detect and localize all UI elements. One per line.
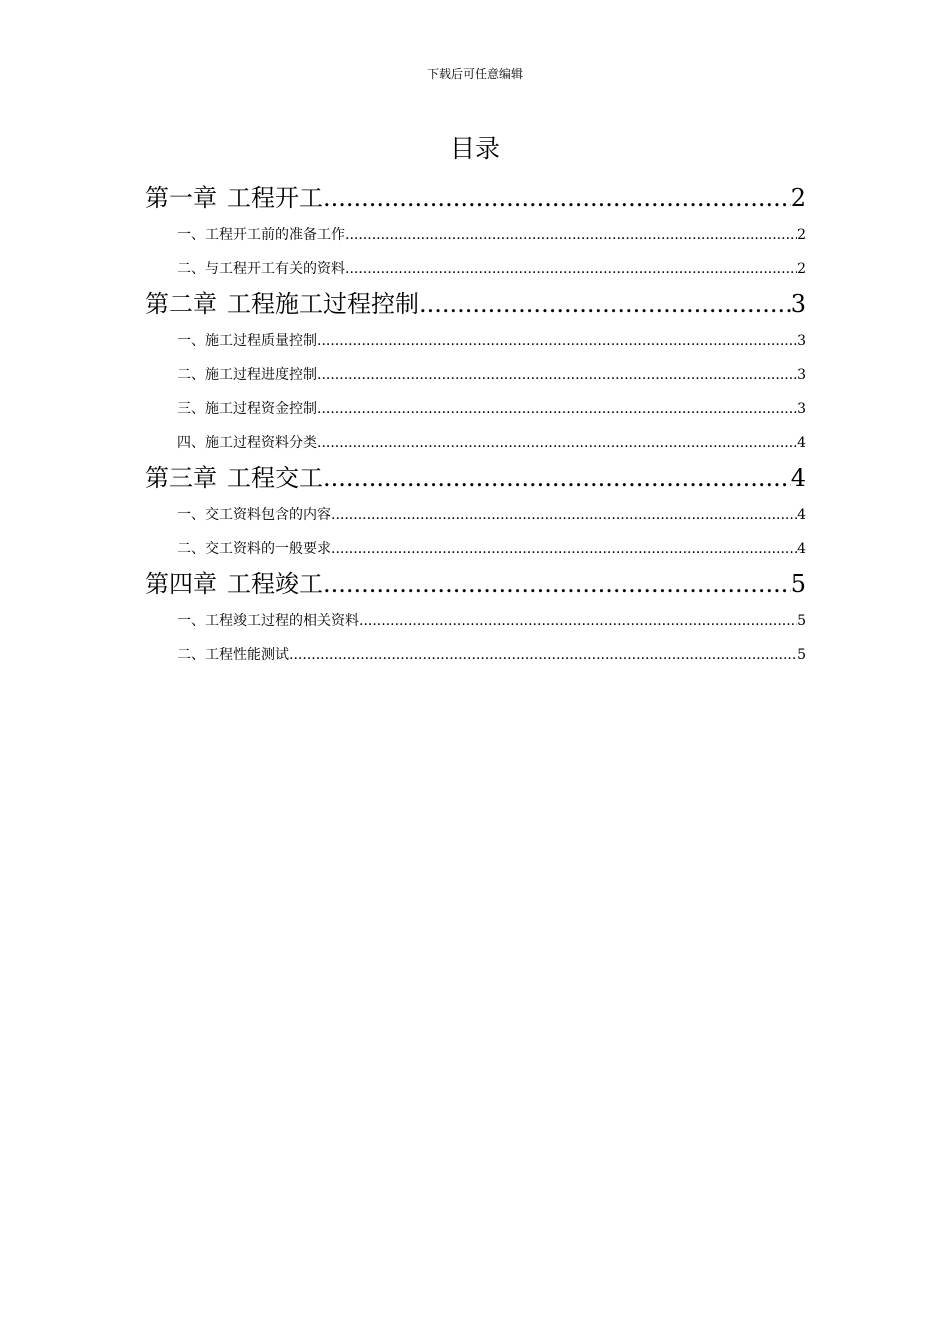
toc-section[interactable]: [145, 324, 806, 358]
chapter-page-number: 5: [790, 570, 806, 598]
dot-leader: [289, 638, 797, 672]
section-page-number: 5: [797, 613, 806, 629]
section-page-number: 2: [797, 261, 806, 277]
section-number: 二、: [177, 541, 205, 557]
toc-title: 目录: [449, 134, 500, 163]
section-title: 施工过程进度控制: [205, 367, 317, 383]
section-page-number: 5: [797, 647, 806, 663]
chapter-title: 工程开工: [227, 184, 323, 212]
chapter-page-number: 4: [790, 464, 806, 492]
section-number: 一、: [177, 333, 205, 349]
chapter-number: 第四章: [145, 570, 217, 598]
toc-chapter-4[interactable]: [145, 566, 806, 602]
section-number: 一、: [177, 613, 205, 629]
chapter-page-number: 2: [790, 184, 806, 212]
toc-section[interactable]: [145, 218, 806, 252]
section-title: 工程开工前的准备工作: [205, 227, 345, 243]
section-page-number: 3: [797, 333, 806, 349]
section-number: 一、: [177, 227, 205, 243]
dot-leader: [331, 498, 797, 532]
toc-chapter-3[interactable]: [145, 460, 806, 496]
section-title: 交工资料的一般要求: [205, 541, 331, 557]
toc-section[interactable]: [145, 638, 806, 672]
toc-section[interactable]: [145, 252, 806, 286]
section-number: 四、: [177, 435, 205, 451]
toc-chapter-2[interactable]: [145, 286, 806, 322]
chapter-title: 工程交工: [227, 464, 323, 492]
section-page-number: 2: [797, 227, 806, 243]
dot-leader: [323, 566, 791, 602]
chapter-title: 工程竣工: [227, 570, 323, 598]
chapter-title: 工程施工过程控制: [227, 290, 419, 318]
section-number: 一、: [177, 507, 205, 523]
dot-leader: [317, 392, 797, 426]
chapter-number: 第三章: [145, 464, 217, 492]
dot-leader: [317, 324, 797, 358]
dot-leader: [419, 286, 791, 322]
chapter-page-number: 3: [790, 290, 806, 318]
toc-section[interactable]: [145, 358, 806, 392]
section-number: 二、: [177, 647, 205, 663]
section-number: 二、: [177, 261, 205, 277]
toc-section[interactable]: [145, 426, 806, 460]
section-title: 工程性能测试: [205, 647, 289, 663]
section-number: 二、: [177, 367, 205, 383]
toc-section[interactable]: [145, 498, 806, 532]
section-title: 工程竣工过程的相关资料: [205, 613, 359, 629]
section-title: 交工资料包含的内容: [205, 507, 331, 523]
dot-leader: [359, 604, 797, 638]
section-title: 施工过程资金控制: [205, 401, 317, 417]
section-page-number: 4: [797, 541, 806, 557]
section-page-number: 3: [797, 401, 806, 417]
section-page-number: 3: [797, 367, 806, 383]
section-title: 施工过程质量控制: [205, 333, 317, 349]
section-title: 与工程开工有关的资料: [205, 261, 345, 277]
section-title: 施工过程资料分类: [205, 435, 317, 451]
section-page-number: 4: [797, 435, 806, 451]
header-note: 下载后可任意编辑: [426, 67, 523, 81]
chapter-number: 第二章: [145, 290, 217, 318]
toc-section[interactable]: [145, 604, 806, 638]
dot-leader: [345, 218, 797, 252]
toc-section[interactable]: [145, 392, 806, 426]
dot-leader: [345, 252, 797, 286]
dot-leader: [317, 358, 797, 392]
dot-leader: [323, 180, 791, 216]
section-number: 三、: [177, 401, 205, 417]
toc-chapter-1[interactable]: [145, 180, 806, 216]
section-page-number: 4: [797, 507, 806, 523]
chapter-number: 第一章: [145, 184, 217, 212]
dot-leader: [323, 460, 791, 496]
toc-section[interactable]: [145, 532, 806, 566]
dot-leader: [331, 532, 797, 566]
dot-leader: [317, 426, 797, 460]
table-of-contents: [145, 180, 806, 672]
